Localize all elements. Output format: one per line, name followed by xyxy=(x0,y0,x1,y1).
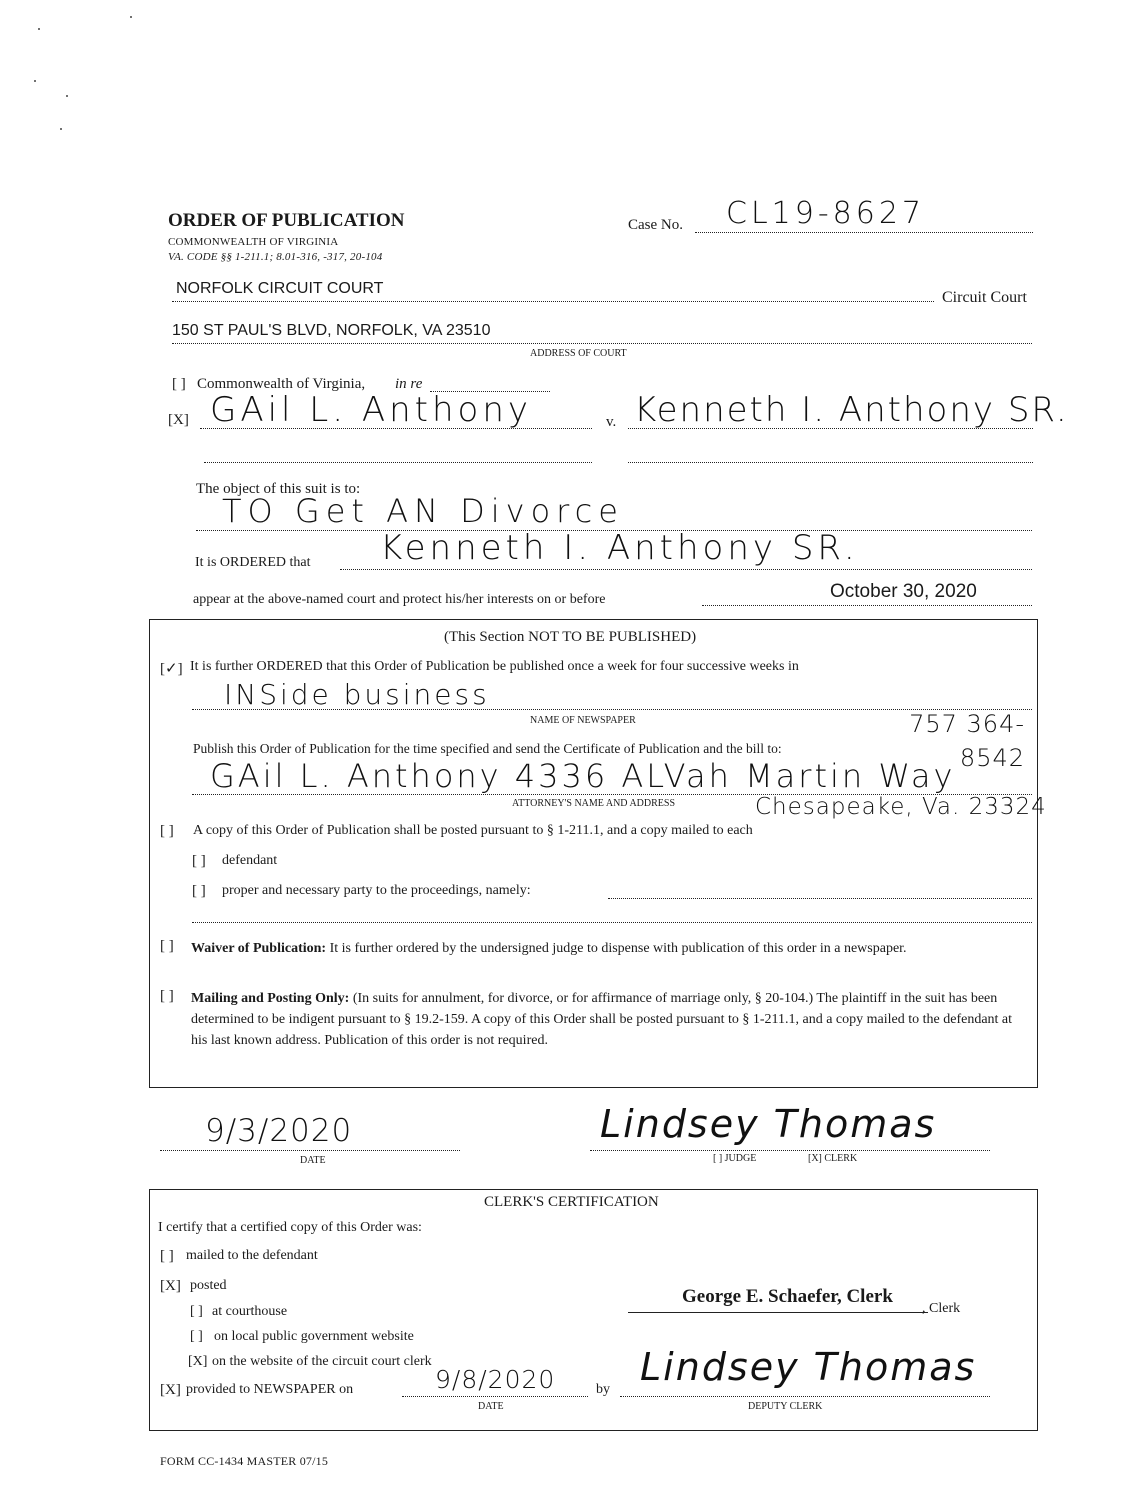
mailed-option: mailed to the defendant xyxy=(186,1248,318,1263)
court-suffix: Circuit Court xyxy=(942,289,1027,306)
newspaper-name[interactable]: INSide business xyxy=(224,678,490,711)
court-name[interactable]: NORFOLK CIRCUIT COURT xyxy=(176,280,384,297)
party-line xyxy=(608,898,1032,899)
versus-label: v. xyxy=(606,414,617,430)
party-option: proper and necessary party to the proceedings, namely: xyxy=(222,883,531,898)
copy-text: A copy of this Order of Publication shall be posted pursuant to § 1-211.1, and a copy mailed to each xyxy=(193,823,753,838)
clerk-suffix: , Clerk xyxy=(922,1301,961,1316)
copy-checkbox[interactable]: [ ] xyxy=(160,823,174,839)
clerk-site-option: on the website of the circuit court clerk xyxy=(212,1354,432,1369)
provided-date[interactable]: 9/8/2020 xyxy=(435,1365,556,1394)
case-number[interactable]: CL19-8627 xyxy=(726,196,926,231)
court-line xyxy=(172,301,934,302)
deputy-signature[interactable]: Lindsey Thomas xyxy=(640,1345,977,1389)
phone-number[interactable]: 757 364-8542 xyxy=(909,710,1025,772)
object-label: The object of this suit is to: xyxy=(196,481,361,497)
mailed-checkbox[interactable]: [ ] xyxy=(160,1248,174,1264)
form-title: ORDER OF PUBLICATION xyxy=(168,210,405,231)
appear-date[interactable]: October 30, 2020 xyxy=(830,581,977,602)
further-checkbox[interactable]: [✓] xyxy=(160,661,183,677)
date-caption: DATE xyxy=(300,1155,326,1166)
parties-checkbox[interactable]: [X] xyxy=(168,412,189,428)
courthouse-checkbox[interactable]: [ ] xyxy=(190,1304,203,1319)
address-caption: ADDRESS OF COURT xyxy=(530,348,627,359)
scan-speck xyxy=(130,16,132,18)
mailing-checkbox[interactable]: [ ] xyxy=(160,988,174,1004)
form-number: FORM CC-1434 MASTER 07/15 xyxy=(160,1454,329,1468)
mailing-paragraph xyxy=(191,988,1021,1051)
address-line xyxy=(172,343,1032,344)
clerk-option[interactable]: [X] CLERK xyxy=(808,1153,858,1164)
court-address[interactable]: 150 ST PAUL'S BLVD, NORFOLK, VA 23510 xyxy=(172,322,491,339)
order-date[interactable]: 9/3/2020 xyxy=(205,1113,353,1149)
case-line xyxy=(695,232,1033,233)
case-label: Case No. xyxy=(628,217,683,233)
judge-option[interactable]: [ ] JUDGE xyxy=(713,1153,757,1164)
further-text: It is further ORDERED that this Order of Publication be published once a week for four successive weeks in xyxy=(190,659,799,674)
attorney-address[interactable]: GAil L. Anthony 4336 ALVah Martin Way xyxy=(210,757,956,795)
provided-date-line xyxy=(402,1396,588,1397)
gov-site-checkbox[interactable]: [ ] xyxy=(190,1329,203,1344)
attorney-caption: ATTORNEY'S NAME AND ADDRESS xyxy=(512,798,676,809)
publish-text: Publish this Order of Publication for the time specified and send the Certificate of Publication and the bill to: xyxy=(193,741,782,756)
waiver-checkbox[interactable]: [ ] xyxy=(160,938,174,954)
scan-speck xyxy=(60,128,62,130)
clerk-name: George E. Schaefer, Clerk xyxy=(682,1286,893,1307)
object-value[interactable]: TO Get AN Divorce xyxy=(222,492,624,530)
courthouse-option: at courthouse xyxy=(212,1304,288,1319)
gov-site-option: on local public government website xyxy=(214,1329,414,1344)
signature-line xyxy=(590,1150,990,1151)
cert-heading: CLERK'S CERTIFICATION xyxy=(484,1194,659,1210)
cert-intro: I certify that a certified copy of this Order was: xyxy=(158,1220,422,1235)
va-code: VA. CODE §§ 1-211.1; 8.01-316, -317, 20-104 xyxy=(168,251,383,263)
ordered-label: It is ORDERED that xyxy=(195,555,311,570)
jurisdiction: COMMONWEALTH OF VIRGINIA xyxy=(168,236,339,248)
waiver-paragraph xyxy=(191,938,1021,959)
plaintiff-name[interactable]: GAil L. Anthony xyxy=(210,390,533,430)
provided-checkbox[interactable]: [X] xyxy=(160,1382,181,1398)
section-heading: (This Section NOT TO BE PUBLISHED) xyxy=(444,629,697,645)
scan-speck xyxy=(34,80,36,82)
posted-option: posted xyxy=(190,1278,227,1293)
waiver-label: Waiver of Publication: xyxy=(191,941,327,956)
in-re-label: in re xyxy=(395,376,423,392)
commonwealth-checkbox[interactable]: [ ] xyxy=(172,376,186,392)
provided-option: provided to NEWSPAPER on xyxy=(186,1382,354,1397)
scan-speck xyxy=(38,28,40,30)
clerk-site-checkbox[interactable]: [X] xyxy=(188,1354,208,1369)
mailing-text: (In suits for annulment, for divorce, or for affirmance of marriage only, § 20-104.) The plaintiff in the suit has been determined to be indigent pursuant to § 19.2-159. A copy of this Order shall be posted pursuant to § 1-211.1, and a copy mailed to the defendant at his last known address. Publication of this order is not required. xyxy=(191,991,1013,1048)
date-line xyxy=(160,1150,460,1151)
order-signature[interactable]: Lindsey Thomas xyxy=(600,1102,937,1146)
defendant-checkbox[interactable]: [ ] xyxy=(192,853,206,869)
plaintiff-line-2 xyxy=(204,462,592,463)
newspaper-caption: NAME OF NEWSPAPER xyxy=(530,715,636,726)
deputy-caption: DEPUTY CLERK xyxy=(748,1401,823,1412)
ordered-party[interactable]: Kenneth I. Anthony SR. xyxy=(380,528,859,568)
party-checkbox[interactable]: [ ] xyxy=(192,883,206,899)
party-line-2 xyxy=(192,922,1032,923)
posted-checkbox[interactable]: [X] xyxy=(160,1278,181,1294)
scan-speck xyxy=(66,95,68,97)
by-label: by xyxy=(596,1382,610,1397)
clerk-name-line xyxy=(628,1312,928,1313)
appear-text: appear at the above-named court and protect his/her interests on or before xyxy=(193,592,606,607)
defendant-name[interactable]: Kenneth I. Anthony SR. xyxy=(634,390,1069,430)
defendant-line-2 xyxy=(628,462,1033,463)
commonwealth-label: Commonwealth of Virginia, xyxy=(197,376,366,392)
ordered-line xyxy=(340,569,1032,570)
deputy-line xyxy=(620,1396,990,1397)
attorney-city[interactable]: Chesapeake, Va. 23324 xyxy=(755,794,1047,820)
mailing-label: Mailing and Posting Only: xyxy=(191,991,350,1006)
appear-line xyxy=(702,605,1032,606)
defendant-option: defendant xyxy=(222,853,278,868)
waiver-text: It is further ordered by the undersigned judge to dispense with publication of this order in a newspaper. xyxy=(329,941,907,956)
provided-date-caption: DATE xyxy=(478,1401,504,1412)
